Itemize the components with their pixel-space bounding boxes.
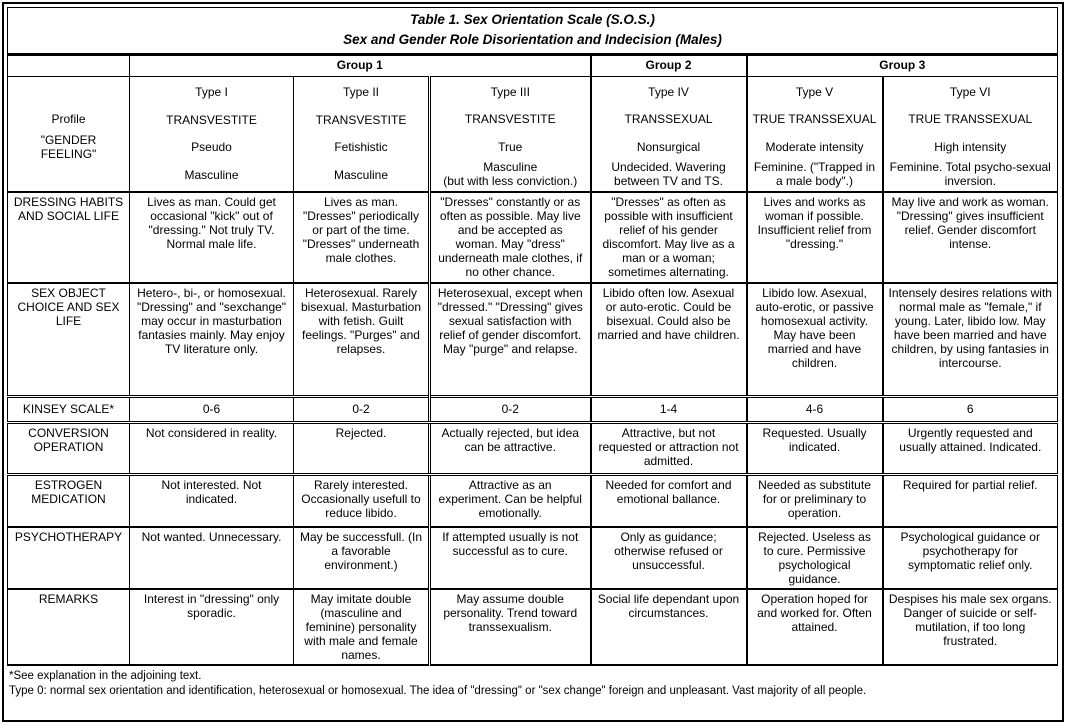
cell-sexobj-type2: Heterosexual. Rarely bisexual. Masturbation with fetish. Guilt feelings. "Purges" and relapses. bbox=[294, 283, 430, 396]
cell-dressing-type4: "Dresses" as often as possible with insufficient relief of his gender discomfort. May live as a man or a woman; sometimes alternating. bbox=[591, 192, 747, 283]
type4-header bbox=[591, 76, 747, 192]
cell-kinsey-type4: 1-4 bbox=[591, 396, 747, 422]
type5-header bbox=[747, 76, 883, 192]
group2-header: Group 2 bbox=[591, 54, 747, 76]
cell-psycho-type4: Only as guidance; otherwise refused or unsuccessful. bbox=[591, 527, 747, 589]
table-title-line1: Table 1. Sex Orientation Scale (S.O.S.) bbox=[410, 12, 655, 27]
cell-remarks-type4: Social life dependant upon circumstances. bbox=[591, 589, 747, 665]
cell-sexobj-type5: Libido low. Asexual, auto-erotic, or passive homosexual activity. May have been married and have children. bbox=[747, 283, 883, 396]
cell-estro-type6: Required for partial relief. bbox=[883, 474, 1058, 527]
cell-dressing-type1: Lives as man. Could get occasional "kick" out of "dressing." Not truly TV. Normal male life. bbox=[130, 192, 294, 283]
footnote-asterisk: *See explanation in the adjoining text. bbox=[9, 670, 202, 683]
cell-remarks-type5: Operation hoped for and worked for. Often attained. bbox=[747, 589, 883, 665]
table-title-line2: Sex and Gender Role Disorientation and Indecision (Males) bbox=[343, 32, 722, 48]
cell-psycho-type2: May be successfull. (In a favorable environment.) bbox=[294, 527, 430, 589]
row-label: REMARKS bbox=[8, 589, 130, 665]
type6-feeling: Feminine. Total psycho-sexual inversion. bbox=[889, 160, 1051, 189]
group3-header: Group 3 bbox=[747, 54, 1058, 76]
cell-sexobj-type3: Heterosexual, except when "dressed." "Dressing" gives sexual satisfaction with relief of gender discomfort. May "purge" and relapse. bbox=[430, 283, 591, 396]
cell-psycho-type3: If attempted usually is not successful as to cure. bbox=[430, 527, 591, 589]
type1-category: TRANSVESTITE bbox=[166, 112, 257, 127]
group1-header: Group 1 bbox=[130, 54, 591, 76]
type6-subtype: High intensity bbox=[934, 139, 1007, 154]
cell-psycho-type6: Psychological guidance or psychotherapy for symptomatic relief only. bbox=[883, 527, 1058, 589]
cell-dressing-type3: "Dresses" constantly or as often as possible. May live and be accepted as woman. May "dress" underneath male clothes, if no other chance. bbox=[430, 192, 591, 283]
type6-name: Type VI bbox=[949, 85, 991, 100]
profile-label: Profile bbox=[51, 112, 86, 127]
type4-name: Type IV bbox=[648, 85, 689, 100]
group-header-row bbox=[8, 54, 1058, 76]
cell-conv-type3: Actually rejected, but idea can be attractive. bbox=[430, 422, 591, 474]
cell-psycho-type1: Not wanted. Unnecessary. bbox=[130, 527, 294, 589]
type4-category: TRANSSEXUAL bbox=[624, 112, 713, 127]
cell-estro-type1: Not interested. Not indicated. bbox=[130, 474, 294, 527]
type3-name: Type III bbox=[490, 85, 530, 100]
sex-orientation-scale-table bbox=[7, 7, 1058, 666]
cell-conv-type1: Not considered in reality. bbox=[130, 422, 294, 474]
page-frame bbox=[2, 2, 1064, 722]
row-label: CONVERSION OPERATION bbox=[8, 422, 130, 474]
cell-kinsey-type3: 0-2 bbox=[430, 396, 591, 422]
type4-subtype: Nonsurgical bbox=[636, 139, 701, 154]
profile-header-row bbox=[8, 76, 1058, 192]
table-row-conversion-operation bbox=[8, 422, 1058, 474]
row-label: ESTROGEN MEDICATION bbox=[8, 474, 130, 527]
footnotes bbox=[7, 666, 1061, 699]
table-row-estrogen-medication bbox=[8, 474, 1058, 527]
row-label: SEX OBJECT CHOICE AND SEX LIFE bbox=[8, 283, 130, 396]
type3-feeling: Masculine (but with less conviction.) bbox=[443, 160, 578, 189]
type2-name: Type II bbox=[342, 85, 380, 100]
cell-estro-type4: Needed for comfort and emotional ballance. bbox=[591, 474, 747, 527]
cell-conv-type6: Urgently requested and usually attained. Indicated. bbox=[883, 422, 1058, 474]
type3-category: TRANSVESTITE bbox=[464, 112, 556, 127]
table-row-psychotherapy bbox=[8, 527, 1058, 589]
footnote-type0: Type 0: normal sex orientation and identification, heterosexual or homosexual. The idea of "dressing" or "sex change" foreign and unpleasant. Vast majority of all people. bbox=[9, 685, 867, 698]
type1-feeling: Masculine bbox=[184, 167, 239, 182]
row-label: KINSEY SCALE* bbox=[8, 396, 130, 422]
cell-dressing-type2: Lives as man. "Dresses" periodically or part of the time. "Dresses" underneath male clothes. bbox=[294, 192, 430, 283]
profile-row-label bbox=[8, 76, 130, 192]
cell-estro-type5: Needed as substitute for or preliminary to operation. bbox=[747, 474, 883, 527]
type1-name: Type I bbox=[195, 85, 228, 100]
table-row-remarks bbox=[8, 589, 1058, 665]
cell-estro-type3: Attractive as an experiment. Can be helpful emotionally. bbox=[430, 474, 591, 527]
type2-feeling: Masculine bbox=[333, 167, 389, 182]
type5-category: TRUE TRANSSEXUAL bbox=[752, 112, 877, 127]
group-header-empty-cell bbox=[8, 54, 130, 76]
type1-subtype: Pseudo bbox=[191, 140, 232, 155]
table-row-dressing-habits bbox=[8, 192, 1058, 283]
type5-subtype: Moderate intensity bbox=[765, 139, 864, 154]
cell-conv-type5: Requested. Usually indicated. bbox=[747, 422, 883, 474]
cell-conv-type2: Rejected. bbox=[294, 422, 430, 474]
cell-estro-type2: Rarely interested. Occasionally usefull to reduce libido. bbox=[294, 474, 430, 527]
table-row-kinsey-scale bbox=[8, 396, 1058, 422]
cell-kinsey-type1: 0-6 bbox=[130, 396, 294, 422]
table-row-sex-object bbox=[8, 283, 1058, 396]
cell-psycho-type5: Rejected. Useless as to cure. Permissive psychological guidance. bbox=[747, 527, 883, 589]
row-label: PSYCHOTHERAPY bbox=[8, 527, 130, 589]
cell-remarks-type1: Interest in "dressing" only sporadic. bbox=[130, 589, 294, 665]
type2-subtype: Fetishistic bbox=[334, 140, 388, 155]
cell-dressing-type6: May live and work as woman. "Dressing" gives insufficient relief. Gender discomfort intense. bbox=[883, 192, 1058, 283]
type2-header bbox=[294, 76, 430, 192]
row-label: DRESSING HABITS AND SOCIAL LIFE bbox=[8, 192, 130, 283]
type3-subtype: True bbox=[498, 139, 523, 154]
type6-category: TRUE TRANSSEXUAL bbox=[908, 112, 1033, 127]
type1-header bbox=[130, 76, 294, 192]
cell-remarks-type6: Despises his male sex organs. Danger of suicide or self-mutilation, if too long frustrated. bbox=[883, 589, 1058, 665]
cell-remarks-type3: May assume double personality. Trend toward transsexualism. bbox=[430, 589, 591, 665]
cell-sexobj-type4: Libido often low. Asexual or auto-erotic. Could be bisexual. Could also be married and have children. bbox=[591, 283, 747, 396]
cell-conv-type4: Attractive, but not requested or attraction not admitted. bbox=[591, 422, 747, 474]
type2-category: TRANSVESTITE bbox=[315, 112, 407, 127]
table-title bbox=[8, 8, 1058, 55]
type5-name: Type V bbox=[795, 85, 834, 100]
table-title-row bbox=[8, 8, 1058, 55]
cell-remarks-type2: May imitate double (masculine and feminine) personality with male and female names. bbox=[294, 589, 430, 665]
cell-kinsey-type2: 0-2 bbox=[294, 396, 430, 422]
type4-feeling: Undecided. Wavering between TV and TS. bbox=[611, 160, 726, 189]
gender-feeling-label: "GENDER FEELING" bbox=[40, 133, 97, 162]
cell-sexobj-type6: Intensely desires relations with normal male as "female," if young. Later, libido low. May have been married and have children, by using fantasies in intercourse. bbox=[883, 283, 1058, 396]
cell-kinsey-type6: 6 bbox=[883, 396, 1058, 422]
type5-feeling: Feminine. ("Trapped in a male body".) bbox=[753, 160, 876, 189]
cell-dressing-type5: Lives and works as woman if possible. Insufficient relief from "dressing." bbox=[747, 192, 883, 283]
type6-header bbox=[883, 76, 1058, 192]
cell-kinsey-type5: 4-6 bbox=[747, 396, 883, 422]
type3-header bbox=[430, 76, 591, 192]
cell-sexobj-type1: Hetero-, bi-, or homosexual. "Dressing" and "sexchange" may occur in masturbation fantasies mainly. May enjoy TV literature only. bbox=[130, 283, 294, 396]
